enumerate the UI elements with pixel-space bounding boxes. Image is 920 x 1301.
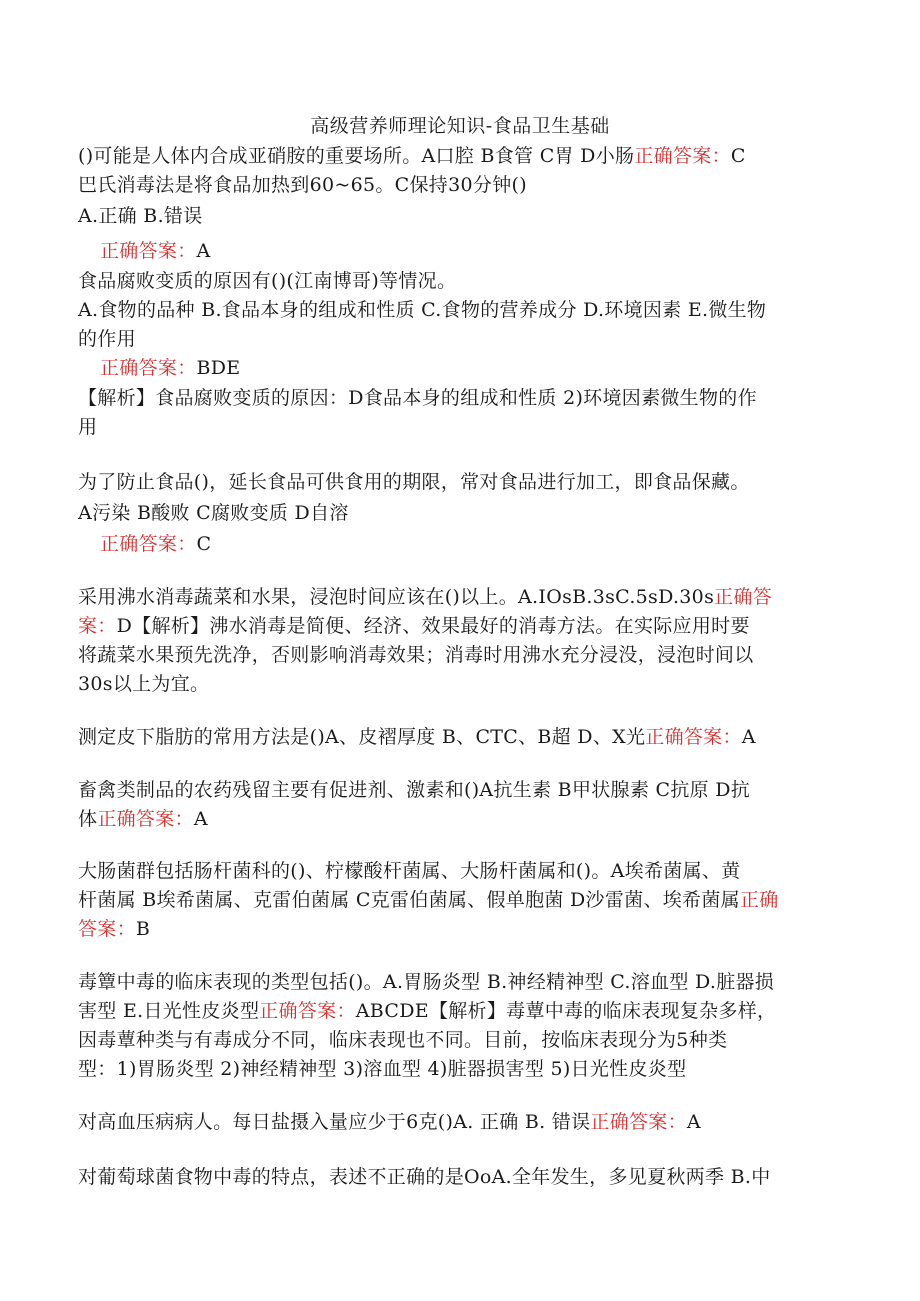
answer-label: 正确答案：: [634, 145, 731, 167]
question-2-answer: [100, 237, 870, 265]
question-8-line-3: [78, 915, 848, 943]
question-text: 测定皮下脂肪的常用方法是()A、皮褶厚度 B、CTC、B超 D、X光: [78, 726, 646, 748]
question-9-line-4: 型：1)胃肠炎型 2)神经精神型 3)溶血型 4)脏器损害型 5)日光性皮炎型: [78, 1058, 687, 1080]
question-2-options: A.正确 B.错误: [78, 205, 203, 227]
answer-value: C: [196, 533, 212, 555]
question-3-options-line-1: A.食物的品种 B.食品本身的组成和性质 C.食物的营养成分 D.环境因素 E.微生物: [78, 299, 767, 321]
question-11: 对葡萄球菌食物中毒的特点，表述不正确的是OoA.全年发生，多见夏秋两季 B.中: [78, 1166, 771, 1188]
answer-value: A: [686, 1111, 701, 1133]
question-2-stem: 巴氏消毒法是将食品加热到60~65。C保持30分钟(): [78, 174, 527, 196]
question-9-line-3: 因毒蕈种类与有毒成分不同，临床表现也不同。目前，按临床表现分为5种类: [78, 1029, 728, 1051]
answer-label: 正确答案：: [100, 533, 197, 555]
question-3-analysis-line-1: 【解析】食品腐败变质的原因：D食品本身的组成和性质 2)环境因素微生物的作: [78, 387, 757, 409]
question-4-stem: 为了防止食品()，延长食品可供食用的期限，常对食品进行加工，即食品保藏。: [78, 471, 750, 493]
question-text: 采用沸水消毒蔬菜和水果，浸泡时间应该在()以上。A.IOsB.3sC.5sD.30s: [78, 586, 715, 608]
document-title: 高级营养师理论知识-食品卫生基础: [310, 115, 610, 137]
answer-label: 正确答案：: [100, 357, 197, 379]
question-6: [78, 723, 848, 751]
answer-label: 正确答案：: [100, 240, 197, 262]
answer-label: 正确答案：: [97, 808, 194, 830]
answer-value: A: [193, 808, 208, 830]
question-3-stem: 食品腐败变质的原因有()(江南博哥)等情况。: [78, 270, 457, 292]
question-text: ()可能是人体内合成亚硝胺的重要场所。A口腔 B食管 C胃 D小肠: [78, 145, 635, 167]
answer-label-part: 案：: [78, 615, 117, 637]
question-text: 杆菌属 B埃希菌属、克雷伯菌属 C克雷伯菌属、假单胞菌 D沙雷菌、埃希菌属: [78, 889, 740, 911]
answer-label: 正确答案：: [590, 1111, 687, 1133]
question-3-options-line-2: 的作用: [78, 328, 136, 350]
answer-label-part: 正确答: [714, 586, 773, 608]
answer-label: 正确答案：: [259, 1000, 356, 1022]
answer-value: B: [135, 918, 151, 940]
question-7-line-2: [78, 805, 848, 833]
question-8-line-1: 大肠菌群包括肠杆菌科的()、柠檬酸杆菌属、大肠杆菌属和()。A埃希菌属、黄: [78, 860, 741, 882]
question-4-options: A污染 B酸败 C腐败变质 D自溶: [78, 502, 349, 524]
question-text: 害型 E.日光性皮炎型: [78, 1000, 260, 1022]
question-5-line-1: [78, 583, 848, 611]
question-10: [78, 1108, 848, 1136]
answer-label-part: 正确: [739, 889, 779, 911]
answer-value: A: [741, 726, 756, 748]
question-7-line-1: 畜禽类制品的农药残留主要有促进剂、激素和()A抗生素 B甲状腺素 C抗原 D抗: [78, 779, 751, 801]
question-1: [78, 142, 848, 170]
question-3-analysis-line-2: 用: [78, 416, 98, 438]
question-3-answer: [100, 354, 870, 382]
question-8-line-2: [78, 886, 848, 914]
answer-label-part: 答案：: [78, 918, 136, 940]
question-5-line-4: 30s以上为宜。: [78, 673, 210, 695]
question-9-line-2: [78, 997, 848, 1025]
question-5-line-2: [78, 612, 848, 640]
question-4-answer: [100, 530, 870, 558]
question-text: 对高血压病病人。每日盐摄入量应少于6克()A. 正确 B. 错误: [78, 1111, 591, 1133]
answer-value: C: [730, 145, 746, 167]
answer-value: A: [196, 240, 211, 262]
answer-value: BDE: [196, 357, 241, 379]
answer-and-analysis: D【解析】沸水消毒是简便、经济、效果最好的消毒方法。在实际应用时要: [116, 615, 750, 637]
answer-and-analysis: ABCDE【解析】毒蕈中毒的临床表现复杂多样，: [355, 1000, 777, 1022]
question-text: 体: [78, 808, 98, 830]
question-9-line-1: 毒簟中毒的临床表现的类型包括()。A.胃肠炎型 B.神经精神型 C.溶血型 D.脏器损: [78, 971, 775, 993]
answer-label: 正确答案：: [645, 726, 742, 748]
question-5-line-3: 将蔬菜水果预先洗净，否则影响消毒效果；消毒时用沸水充分浸没，浸泡时间以: [78, 644, 754, 666]
